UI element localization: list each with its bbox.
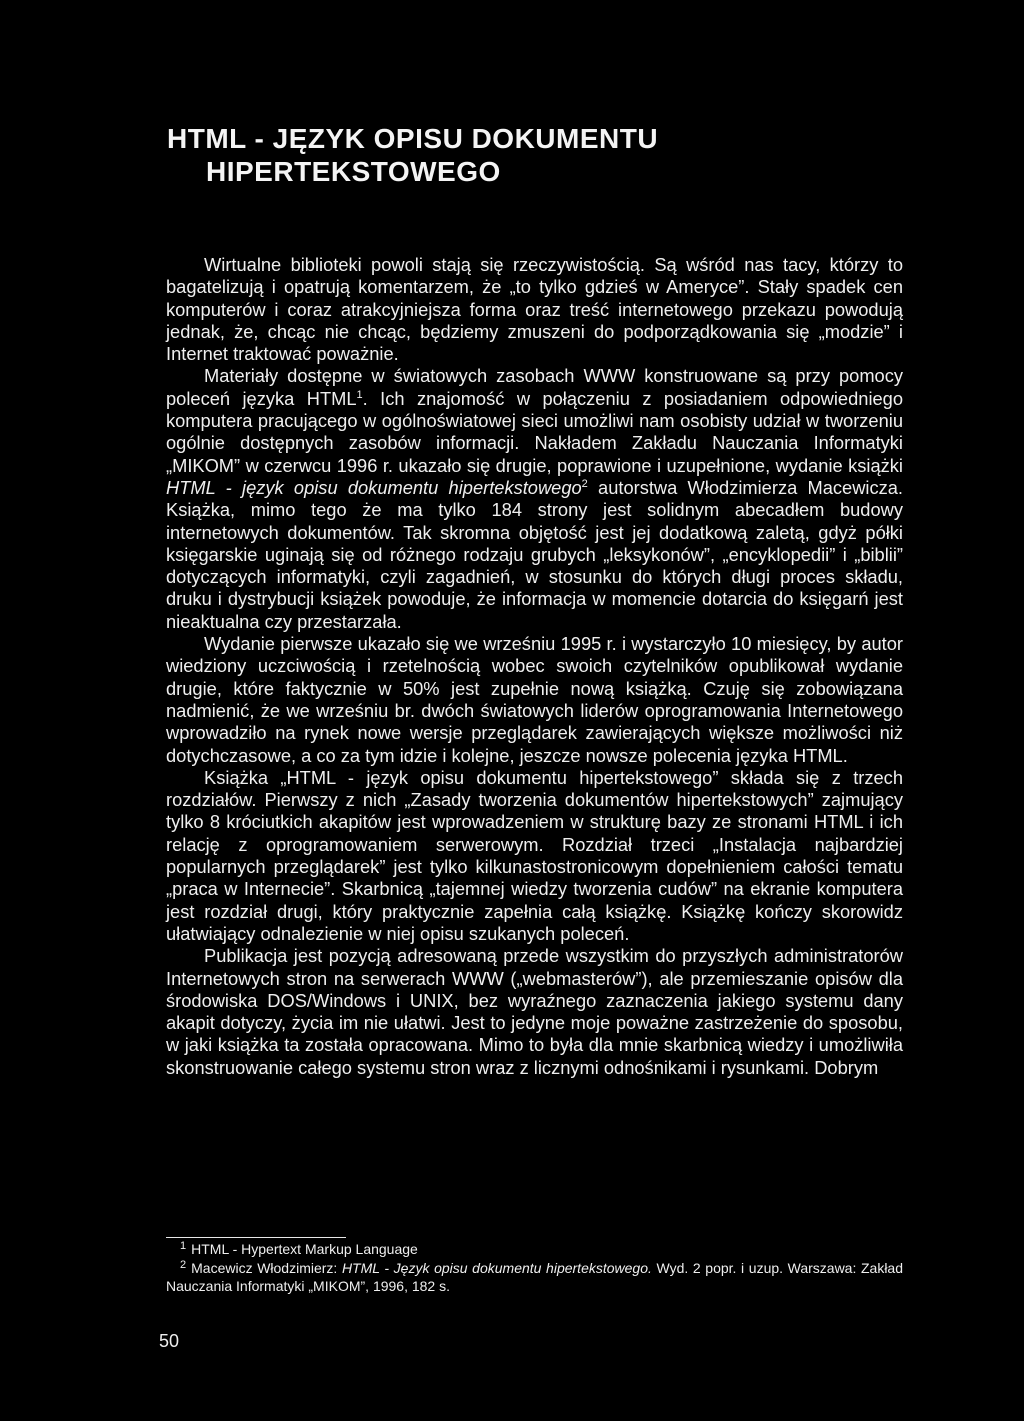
- paragraph-2-part-c: autorstwa Włodzimierza Macewicza. Książka, mimo tego że ma tylko 184 strony jest solidnym abecadłem budowy internetowych dokumentów. Tak skromna objętość jest jej dodatkową zaletą, gdyż półki księgarskie uginają się od różnego rodzaju grubych „leksykonów”, „encyklopedii” i „biblii” dotyczących informatyki, czyli zagadnień, w stosunku do których długi proces składu, druku i dystrybucji książek powoduje, że informacja w momencie dotarcia do księgarń jest nieaktualna czy przestarzała.: [166, 476, 903, 632]
- title-line-2: HIPERTEKSTOWEGO: [206, 156, 501, 187]
- paragraph-4: Książka „HTML - język opisu dokumentu hipertekstowego” składa się z trzech rozdziałów. Pierwszy z nich „Zasady tworzenia dokumentów hipertekstowych” zajmujący tylko 8 króciutkich akapitów jest wprowadzeniem w strukturę bazy ze stronami HTML i ich relację z oprogramowaniem serwerowym. Rozdział trzeci „Instalacja najbardziej popularnych przeglądarek” jest tylko kilkunastostronicowym dopełnieniem całości tematu „praca w Internecie”. Skarbnicą „tajemnej wiedzy tworzenia cudów” na ekranie komputera jest rozdział drugi, który praktycznie zapełnia całą książkę. Książkę kończy skorowidz ułatwiający odnalezienie w niej opisu szukanych poleceń.: [166, 766, 903, 944]
- footnote-ref-2: 2: [581, 477, 588, 490]
- footnote-2-mark: 2: [180, 1258, 187, 1271]
- paragraph-1: Wirtualne biblioteki powoli stają się rzeczywistością. Są wśród nas tacy, którzy to bagatelizują i opatrują komentarzem, że „to tylko gdzieś w Ameryce”. Stały spadek cen komputerów i coraz atrakcyjniejsza forma oraz treść internetowego przekazu powodują jednak, że, chcąc nie chcąc, będziemy zmuszeni do podporządkowania się „modzie” i Internet traktować poważnie.: [166, 254, 903, 365]
- footnote-2-title: HTML - Język opisu dokumentu hipertekstowego.: [341, 1259, 652, 1276]
- paragraph-5: Publikacja jest pozycją adresowaną przede wszystkim do przyszłych administratorów Internetowych stron na serwerach WWW („webmasterów”), ale przemieszanie opisów dla środowiska DOS/Windows i UNIX, bez wyraźnego zaznaczenia jakiego systemu dany akapit dotyczy, życia im nie ułatwi. Jest to jedyne moje poważne zastrzeżenie do sposobu, w jaki książka ta została opracowana. Mimo to była dla mnie skarbnicą wiedzy i umożliwiła skonstruowanie całego systemu stron wraz z licznymi odnośnikami i rysunkami. Dobrym: [166, 945, 903, 1078]
- footnote-1: [166, 1240, 903, 1259]
- footnote-1-text: HTML - Hypertext Markup Language: [191, 1241, 418, 1257]
- paragraph-3: Wydanie pierwsze ukazało się we wrześniu 1995 r. i wystarczyło 10 miesięcy, by autor wiedziony uczciwością i rzetelnością wobec swoich czytelników opublikował wydanie drugie, które faktycznie w 50% jest zupełnie nową książką. Czuję się zobowiązana nadmienić, że we wrześniu br. dwóch światowych liderów oprogramowania Internetowego wprowadziło na rynek nowe wersje przeglądarek zawierających większe możliwości niż dotychczasowe, a co za tym idzie i kolejne, jeszcze nowsze polecenia języka HTML.: [166, 633, 903, 766]
- footnote-ref-1: 1: [356, 388, 363, 401]
- article-body: [166, 254, 903, 1079]
- paragraph-2-part-b: . Ich znajomość w połączeniu z posiadaniem odpowiedniego komputera pracującego w ogólnoświatowej sieci umożliwi nam osobisty udział w tworzeniu ogólnie dostępnych zasobów informacji. Nakładem Zakładu Nauczania Informatyki „MIKOM” w czerwcu 1996 r. ukazało się drugie, poprawione i uzupełnione, wydanie książki: [166, 387, 904, 476]
- paragraph-2: [166, 365, 903, 633]
- page-number: 50: [159, 1331, 180, 1351]
- book-title-reference: HTML - język opisu dokumentu hipertekstowego: [166, 476, 582, 498]
- article-title: [167, 122, 867, 188]
- footnote-1-mark: 1: [180, 1240, 187, 1252]
- paragraph-2-part-a: Materiały dostępne w światowych zasobach WWW konstruowane są przy pomocy poleceń języka HTML: [166, 365, 903, 409]
- footnotes: [166, 1240, 903, 1296]
- footnote-divider: [166, 1237, 346, 1238]
- footnote-2-author: Macewicz Włodzimierz:: [191, 1259, 342, 1276]
- footnote-2: [166, 1259, 903, 1296]
- title-line-1: HTML - JĘZYK OPISU DOKUMENTU: [167, 123, 659, 154]
- footnote-2-details: Wyd. 2 popr. i uzup. Warszawa: Zakład Nauczania Informatyki „MIKOM”, 1996, 182 s.: [166, 1259, 903, 1294]
